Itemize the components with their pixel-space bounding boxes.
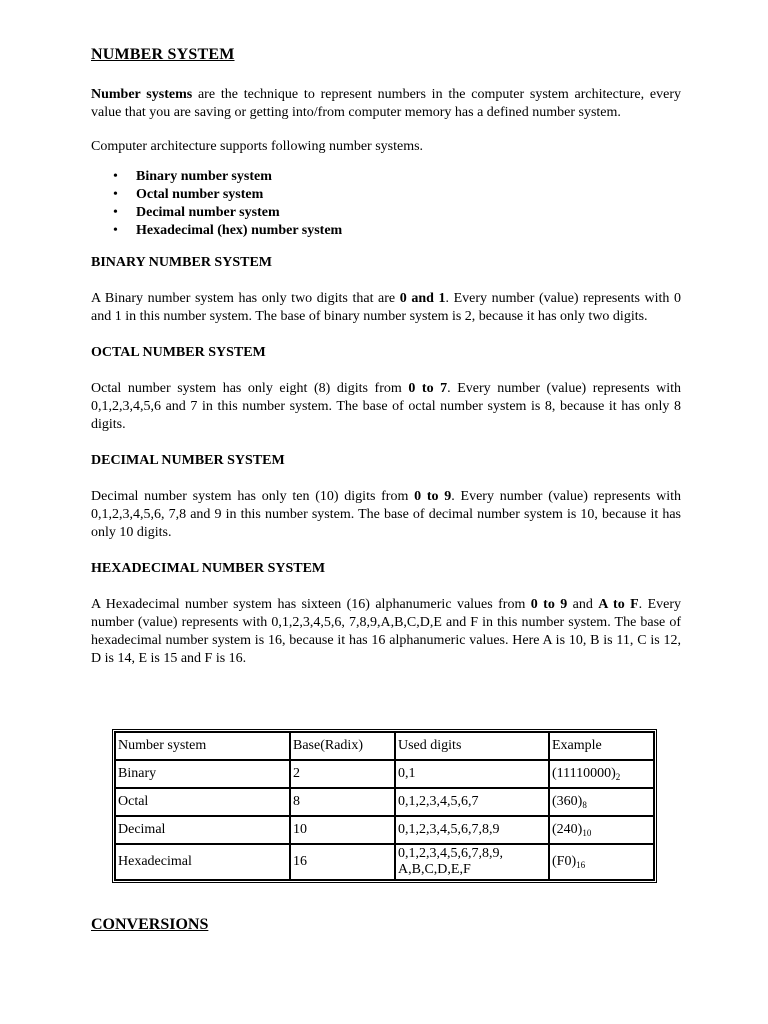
table-cell (549, 760, 654, 788)
table-cell: Binary (115, 760, 290, 788)
example-value: (240) (552, 822, 583, 837)
hex-heading: HEXADECIMAL NUMBER SYSTEM (91, 561, 326, 576)
table-cell: 0,1,2,3,4,5,6,7,8,9 (395, 816, 549, 844)
table-cell: 0,1,2,3,4,5,6,7 (395, 788, 549, 816)
table-cell (549, 844, 654, 880)
table-cell: 2 (290, 760, 395, 788)
list-item: • Binary number system (136, 168, 681, 186)
table-cell (395, 844, 549, 880)
example-value: (360) (552, 794, 583, 809)
table-cell: 10 (290, 816, 395, 844)
hex-text-a: A Hexadecimal number system has sixteen (16) alphanumeric values from (91, 597, 531, 612)
octal-text-a: Octal number system has only eight (8) digits from (91, 381, 409, 396)
table-cell: Octal (115, 788, 290, 816)
example-base: 10 (582, 828, 592, 838)
table-row (115, 844, 654, 880)
digits-line-1: 0,1,2,3,4,5,6,7,8,9, (398, 846, 503, 861)
decimal-heading: DECIMAL NUMBER SYSTEM (91, 453, 285, 468)
table-cell: 8 (290, 788, 395, 816)
example-value: (F0) (552, 854, 577, 869)
table-cell: Hexadecimal (115, 844, 290, 880)
table-cell: 0,1 (395, 760, 549, 788)
table-row (115, 760, 654, 788)
table-header-row (115, 732, 654, 760)
example-value: (11110000) (552, 766, 616, 781)
table-row (115, 816, 654, 844)
systems-list (91, 168, 681, 240)
hex-paragraph (91, 596, 681, 668)
decimal-text-a: Decimal number system has only ten (10) digits from (91, 489, 415, 504)
intro-lead: Number systems (91, 87, 193, 102)
hex-text-b: . Every number (value) represents with 0,1,2,3,4,5,6, 7,8,9,A,B,C,D,E and F in this number system. The base of hexadecimal number system is 16, because it has 16 alphanumeric values. Here A is 10, B is 11, C is 12, D is 14, E is 15 and F is 16. (91, 597, 681, 666)
octal-paragraph (91, 380, 681, 434)
hex-text-mid: and (567, 597, 599, 612)
binary-text-b: . Every number (value) represents with 0 and 1 in this number system. The base of binary number system is 2, because it has only two digits. (91, 291, 681, 324)
supports-line: Computer architecture supports following number systems. (91, 139, 424, 154)
table-header-cell: Base(Radix) (290, 732, 395, 760)
binary-text-a: A Binary number system has only two digits that are (91, 291, 400, 306)
binary-bold: 0 and 1 (399, 291, 446, 306)
table-row (115, 788, 654, 816)
decimal-bold: 0 to 9 (414, 489, 452, 504)
binary-paragraph (91, 290, 681, 326)
table-header-cell: Example (549, 732, 654, 760)
decimal-text-b: . Every number (value) represents with 0,1,2,3,4,5,6, 7,8 and 9 in this number system. The base of decimal number system is 10, because it has only 10 digits. (91, 489, 681, 540)
table-cell: Decimal (115, 816, 290, 844)
intro-text: are the technique to represent numbers in the computer system architecture, every value that you are saving or getting into/from computer memory has a defined number system. (91, 87, 681, 120)
document-body (91, 46, 681, 668)
octal-bold: 0 to 7 (408, 381, 448, 396)
decimal-paragraph (91, 488, 681, 542)
list-item: • Decimal number system (136, 204, 681, 222)
hex-bold-digits: 0 to 9 (530, 597, 568, 612)
binary-heading: BINARY NUMBER SYSTEM (91, 255, 273, 270)
conversions-heading: CONVERSIONS (91, 916, 209, 933)
table-cell (549, 788, 654, 816)
table-cell: 16 (290, 844, 395, 880)
example-base: 2 (615, 772, 621, 782)
table-header-cell: Number system (115, 732, 290, 760)
octal-text-b: . Every number (value) represents with 0,1,2,3,4,5,6 and 7 in this number system. The base of octal number system is 8, because it has only 8 digits. (91, 381, 681, 432)
example-base: 8 (582, 800, 587, 810)
number-system-table (112, 729, 657, 883)
page-title: NUMBER SYSTEM (91, 46, 235, 63)
octal-heading: OCTAL NUMBER SYSTEM (91, 345, 266, 360)
list-item: • Octal number system (136, 186, 681, 204)
hex-bold-letters: A to F (598, 597, 639, 612)
digits-line-2: A,B,C,D,E,F (398, 862, 471, 877)
table-header-cell: Used digits (395, 732, 549, 760)
table-cell (549, 816, 654, 844)
list-item: • Hexadecimal (hex) number system (136, 222, 681, 240)
intro-paragraph (91, 86, 681, 122)
example-base: 16 (576, 860, 586, 870)
